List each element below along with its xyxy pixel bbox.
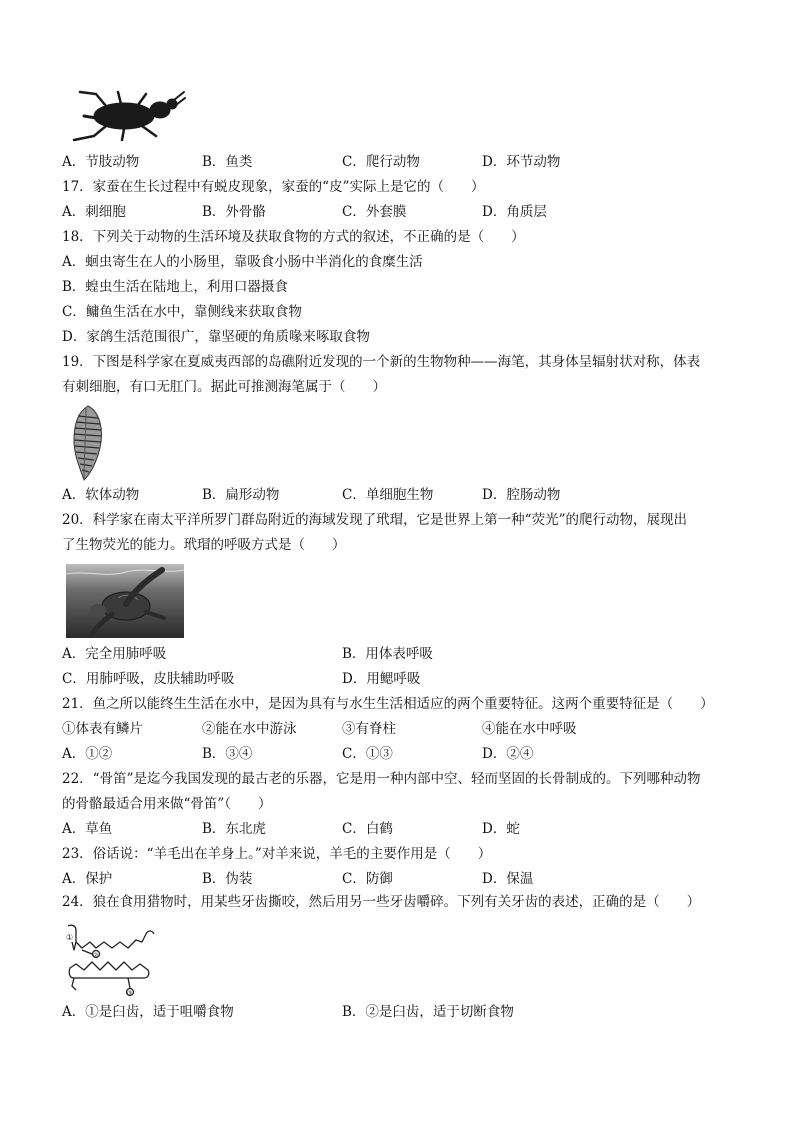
q18-option-a[interactable]: A．蛔虫寄生在人的小肠里，靠吸食小肠中半消化的食糜生活 bbox=[62, 254, 423, 270]
q20-stem-line2: 了生物荧光的能力。玳瑁的呼吸方式是（ ） bbox=[62, 537, 346, 553]
q23-stem: 23．俗话说：“羊毛出在羊身上。”对羊来说，羊毛的主要作用是（ ） bbox=[62, 846, 492, 862]
q20-option-c[interactable]: C．用肺呼吸，皮肤辅助呼吸 bbox=[62, 671, 235, 687]
q19-option-d[interactable]: D．腔肠动物 bbox=[482, 487, 561, 503]
teeth-label-2: ② bbox=[93, 952, 99, 959]
q21-option-a[interactable]: A．①② bbox=[62, 746, 113, 762]
q19-stem-line2: 有刺细胞，有口无肛门。据此可推测海笔属于（ ） bbox=[62, 379, 386, 395]
q19-option-c[interactable]: C．单细胞生物 bbox=[342, 487, 434, 503]
q21-feature-4: ④能在水中呼吸 bbox=[482, 721, 577, 737]
q16-option-d[interactable]: D．环节动物 bbox=[482, 154, 561, 170]
beetle-figure bbox=[66, 88, 186, 144]
q17-option-b[interactable]: B．外骨骼 bbox=[202, 204, 266, 220]
q22-option-a[interactable]: A．草鱼 bbox=[62, 821, 113, 837]
q20-option-a[interactable]: A．完全用肺呼吸 bbox=[62, 646, 167, 662]
q21-feature-3: ③有脊柱 bbox=[342, 721, 396, 737]
q20-option-d[interactable]: D．用鳃呼吸 bbox=[342, 671, 421, 687]
q22-option-d[interactable]: D．蛇 bbox=[482, 821, 520, 837]
q21-option-d[interactable]: D．②④ bbox=[482, 746, 534, 762]
teeth-label-3: ③ bbox=[127, 990, 133, 997]
q24-option-b[interactable]: B．②是臼齿，适于切断食物 bbox=[342, 1004, 514, 1020]
q23-option-d[interactable]: D．保温 bbox=[482, 871, 534, 887]
q17-option-d[interactable]: D．角质层 bbox=[482, 204, 547, 220]
q24-option-a[interactable]: A．①是臼齿，适于咀嚼食物 bbox=[62, 1004, 234, 1020]
q22-option-b[interactable]: B．东北虎 bbox=[202, 821, 266, 837]
q18-option-b[interactable]: B．蝗虫生活在陆地上，利用口器摄食 bbox=[62, 279, 288, 295]
q21-option-b[interactable]: B．③④ bbox=[202, 746, 253, 762]
q18-option-d[interactable]: D．家鸽生活范围很广，靠坚硬的角质喙来啄取食物 bbox=[62, 329, 370, 345]
q21-stem: 21．鱼之所以能终生生活在水中，是因为具有与水生生活相适应的两个重要特征。这两个重要特征是（ ） bbox=[62, 696, 714, 712]
q20-option-b[interactable]: B．用体表呼吸 bbox=[342, 646, 433, 662]
q19-stem-line1: 19．下图是科学家在夏威夷西部的岛礁附近发现的一个新的生物物种——海笔，其身体呈辐射状对称，体表 bbox=[62, 354, 701, 370]
q23-option-c[interactable]: C．防御 bbox=[342, 871, 393, 887]
wolf-teeth-figure bbox=[62, 920, 158, 998]
q22-stem-line2: 的骨骼最适合用来做“骨笛”（ ） bbox=[62, 796, 272, 812]
q17-option-c[interactable]: C．外套膜 bbox=[342, 204, 407, 220]
q16-option-c[interactable]: C．爬行动物 bbox=[342, 154, 420, 170]
q16-option-b[interactable]: B．鱼类 bbox=[202, 154, 253, 170]
q19-option-a[interactable]: A．软体动物 bbox=[62, 487, 140, 503]
q16-option-a[interactable]: A．节肢动物 bbox=[62, 154, 140, 170]
q21-option-c[interactable]: C．①③ bbox=[342, 746, 393, 762]
q21-feature-1: ①体表有鳞片 bbox=[62, 721, 143, 737]
q18-stem: 18．下列关于动物的生活环境及获取食物的方式的叙述，不正确的是（ ） bbox=[62, 229, 525, 245]
q20-stem-line1: 20．科学家在南太平洋所罗门群岛附近的海域发现了玳瑁，它是世界上第一种“荧光”的爬行动物，展现出 bbox=[62, 512, 687, 528]
q22-option-c[interactable]: C．白鹤 bbox=[342, 821, 393, 837]
q23-option-a[interactable]: A．保护 bbox=[62, 871, 113, 887]
q23-option-b[interactable]: B．伪装 bbox=[202, 871, 253, 887]
q22-stem-line1: 22．“骨笛”是迄今我国发现的最古老的乐器，它是用一种内部中空、轻而坚固的长骨制成的。下列哪种动物 bbox=[62, 771, 701, 787]
q24-stem: 24．狼在食用猎物时，用某些牙齿撕咬，然后用另一些牙齿嚼碎。下列有关牙齿的表述，正确的是（ ） bbox=[62, 894, 701, 910]
q21-feature-2: ②能在水中游泳 bbox=[202, 721, 297, 737]
q19-option-b[interactable]: B．扁形动物 bbox=[202, 487, 280, 503]
sea-pen-figure bbox=[62, 402, 112, 482]
sea-turtle-photo bbox=[66, 564, 184, 638]
q17-stem: 17．家蚕在生长过程中有蜕皮现象，家蚕的“皮”实际上是它的（ ） bbox=[62, 179, 485, 195]
teeth-label-1: ① bbox=[66, 933, 74, 942]
q17-option-a[interactable]: A．刺细胞 bbox=[62, 204, 126, 220]
q18-option-c[interactable]: C．鳙鱼生活在水中，靠侧线来获取食物 bbox=[62, 304, 302, 320]
